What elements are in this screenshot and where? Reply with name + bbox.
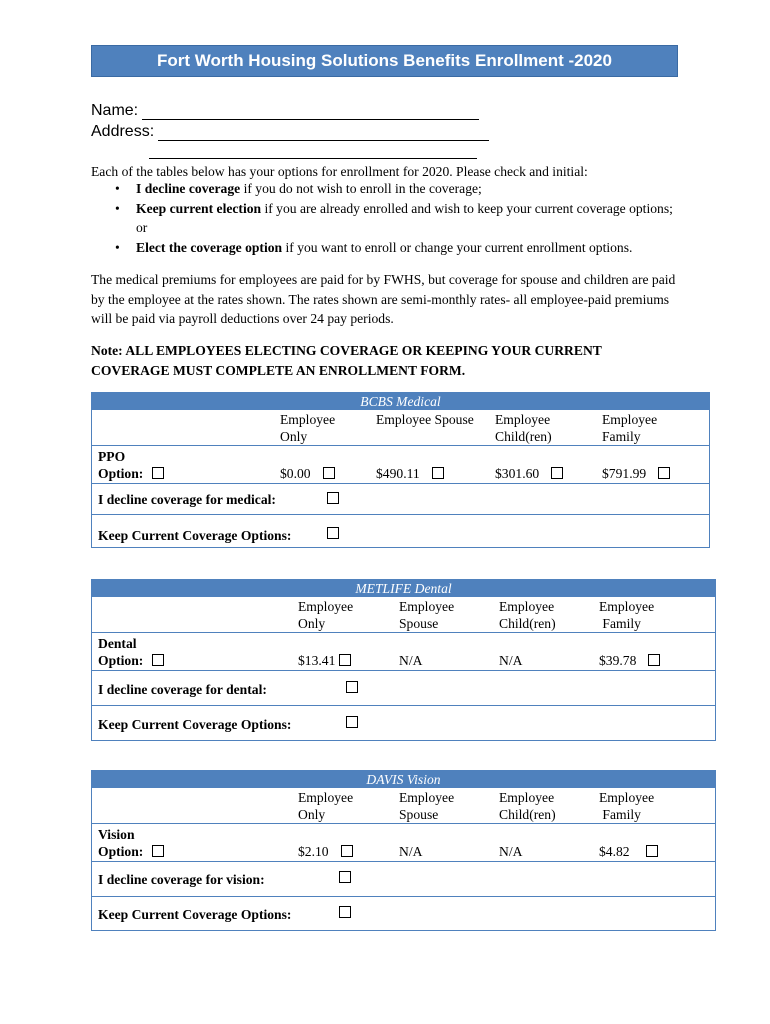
medical-employee-family-checkbox[interactable]	[658, 467, 670, 479]
medical-decline-row	[92, 483, 709, 514]
dental-keep-checkbox[interactable]	[346, 716, 358, 728]
page-title: Fort Worth Housing Solutions Benefits Enrollment -2020	[91, 45, 678, 77]
medical-keep-row	[92, 514, 709, 548]
dental-keep-label: Keep Current Coverage Options:	[98, 717, 292, 732]
dental-decline-row	[92, 670, 715, 705]
vision-col-employee-only: Employee Only	[298, 790, 354, 822]
vision-col-employee-spouse: Employee Spouse	[399, 790, 455, 822]
medical-price-employee-only: $0.00	[280, 465, 335, 482]
dental-decline-label: I decline coverage for dental:	[98, 682, 267, 697]
medical-option-row	[92, 445, 709, 483]
dental-col-employee-family: Employee Family	[599, 599, 655, 631]
address-field[interactable]	[91, 123, 489, 141]
medical-keep-label: Keep Current Coverage Options:	[98, 528, 292, 543]
dental-table-header: METLIFE Dental	[92, 580, 715, 597]
address-input-line[interactable]	[158, 125, 489, 141]
dental-option-row	[92, 632, 715, 670]
medical-option-label: PPO Option:	[98, 448, 164, 482]
medical-col-employee-children: Employee Child(ren)	[495, 412, 552, 444]
medical-price-employee-family: $791.99	[602, 465, 670, 482]
dental-price-employee-family: $39.78	[599, 652, 660, 669]
vision-employee-family-checkbox[interactable]	[646, 845, 658, 857]
enrollment-note: Note: ALL EMPLOYEES ELECTING COVERAGE OR KEEPING YOUR CURRENT COVERAGE MUST COMPLETE AN ENROLLMENT FORM.	[91, 343, 602, 378]
medical-employee-children-checkbox[interactable]	[551, 467, 563, 479]
vision-decline-checkbox[interactable]	[339, 871, 351, 883]
vision-decline-row	[92, 861, 715, 896]
dental-employee-only-checkbox[interactable]	[339, 654, 351, 666]
medical-price-employee-children: $301.60	[495, 465, 563, 482]
medical-employee-only-checkbox[interactable]	[323, 467, 335, 479]
vision-keep-label: Keep Current Coverage Options:	[98, 907, 292, 922]
vision-option-checkbox[interactable]	[152, 845, 164, 857]
vision-col-employee-family: Employee Family	[599, 790, 655, 822]
vision-price-employee-spouse: N/A	[399, 844, 423, 859]
intro-text: Each of the tables below has your options for enrollment for 2020. Please check and initial:	[91, 164, 588, 179]
dental-price-employee-only: $13.41	[298, 652, 351, 669]
name-field[interactable]	[91, 102, 479, 120]
medical-price-employee-spouse: $490.11	[376, 465, 444, 482]
name-input-line[interactable]	[142, 104, 479, 120]
medical-ppo-checkbox[interactable]	[152, 467, 164, 479]
premiums-text: The medical premiums for employees are paid for by FWHS, but coverage for spouse and children are paid by the employee at the rates shown. The rates shown are semi-monthly rates- all employee-paid premiums will be paid via payroll deductions over 24 pay periods.	[91, 272, 676, 326]
medical-table	[91, 392, 710, 548]
vision-keep-row	[92, 896, 715, 931]
vision-price-employee-children: N/A	[499, 844, 523, 859]
dental-keep-row	[92, 705, 715, 740]
medical-decline-checkbox[interactable]	[327, 492, 339, 504]
address-label: Address:	[91, 123, 155, 140]
vision-col-employee-children: Employee Child(ren)	[499, 790, 556, 822]
vision-decline-label: I decline coverage for vision:	[98, 872, 265, 887]
medical-employee-spouse-checkbox[interactable]	[432, 467, 444, 479]
option-keep: • Keep current election if you are already enrolled and wish to keep your current coverage options; or	[91, 199, 681, 238]
medical-col-employee-only: Employee Only	[280, 412, 336, 444]
dental-column-headers	[92, 597, 715, 632]
medical-keep-checkbox[interactable]	[327, 527, 339, 539]
option-elect: • Elect the coverage option if you want to enroll or change your current enrollment options.	[91, 238, 681, 258]
dental-price-employee-children: N/A	[499, 653, 523, 668]
vision-column-headers	[92, 788, 715, 823]
dental-option-label: Dental Option:	[98, 635, 164, 669]
dental-col-employee-only: Employee Only	[298, 599, 354, 631]
medical-table-header: BCBS Medical	[92, 393, 709, 410]
option-decline: • I decline coverage if you do not wish to enroll in the coverage;	[91, 179, 681, 199]
dental-col-employee-spouse: Employee Spouse	[399, 599, 455, 631]
vision-keep-checkbox[interactable]	[339, 906, 351, 918]
dental-option-checkbox[interactable]	[152, 654, 164, 666]
dental-price-employee-spouse: N/A	[399, 653, 423, 668]
medical-decline-label: I decline coverage for medical:	[98, 492, 276, 507]
vision-price-employee-only: $2.10	[298, 843, 353, 860]
medical-column-headers	[92, 410, 709, 445]
dental-col-employee-children: Employee Child(ren)	[499, 599, 556, 631]
vision-table	[91, 770, 716, 931]
medical-col-employee-family: Employee Family	[602, 412, 658, 444]
vision-price-employee-family: $4.82	[599, 843, 658, 860]
name-label: Name:	[91, 102, 139, 119]
dental-employee-family-checkbox[interactable]	[648, 654, 660, 666]
medical-col-employee-spouse: Employee Spouse	[376, 412, 474, 427]
vision-option-row	[92, 823, 715, 861]
vision-employee-only-checkbox[interactable]	[341, 845, 353, 857]
address-line-2[interactable]	[149, 158, 477, 159]
options-list	[91, 179, 681, 257]
dental-decline-checkbox[interactable]	[346, 681, 358, 693]
dental-table	[91, 579, 716, 741]
vision-table-header: DAVIS Vision	[92, 771, 715, 788]
vision-option-label: Vision Option:	[98, 826, 164, 860]
